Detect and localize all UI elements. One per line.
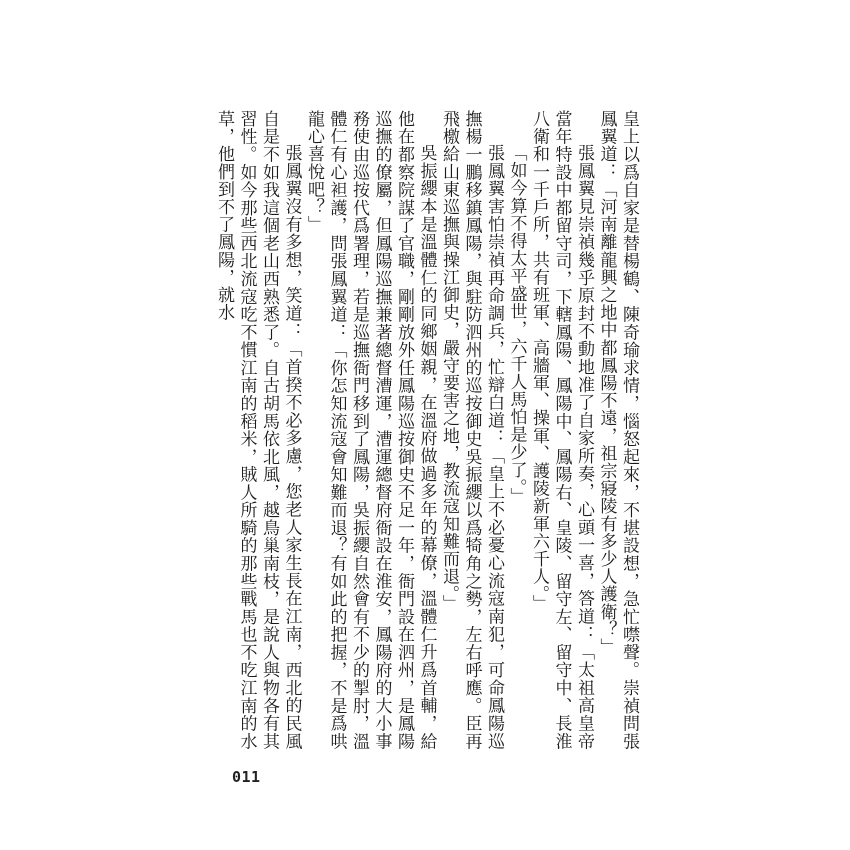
paragraph-5: 吳振纓本是溫體仁的同鄉姻親，在溫府做過多年的幕僚，溫體仁升爲首輔，給他在都察院謀了官職，剛剛放外任鳳陽巡按御史不足一年，衙門設在泗州，是鳳陽巡撫的僚屬，但鳳陽巡撫兼著總督漕運，漕運總督府衙設在淮安，鳳陽府的大小事務使由巡按代爲署理，若是巡撫衙門移到了鳳陽，吳振纓自然會有不少的掣肘，溫體仁有心袒護，問張鳳翼道：「你怎知流寇會知難而退？有如此的把握，不是爲哄龍心喜悅吧？」 <box>304 110 437 750</box>
paragraph-6: 張鳳翼沒有多想，笑道：「首揆不必多慮，您老人家生長在江南，西北的民風自是不如我這個老山西熟悉了。自古胡馬依北風，越鳥巢南枝，是說人與物各有其習性。如今那些西北流寇吃不慣江南的稻米，賊人所騎的那些戰馬也不吃江南的水草，他們到不了鳳陽，就水 <box>214 110 302 750</box>
paragraph-2: 張鳳翼見崇禎幾乎原封不動地准了自家所奏，心頭一喜，答道：「太祖高皇帝當年特設中都留守司，下轄鳳陽、鳳陽中、鳳陽右、皇陵、留守左、留守中、長淮八衛和一千戶所，共有班軍、高牆軍、操軍、護陵新軍六千人。」 <box>529 110 594 750</box>
body-text <box>214 110 640 750</box>
page-number: 011 <box>232 768 261 786</box>
paragraph-1: 皇上以爲自家是替楊鶴、陳奇瑜求情，惱怒起來，不堪設想，急忙噤聲。崇禎問張鳳翼道：「河南離龍興之地中都鳳陽不遠，祖宗寢陵有多少人護衛？」 <box>596 110 639 750</box>
paragraph-4: 張鳳翼害怕崇禎再命調兵，忙辯白道：「皇上不必憂心流寇南犯，可命鳳陽巡撫楊一鵬移鎮鳳陽，與駐防泗州的巡按御史吳振纓以爲犄角之勢，左右呼應。臣再飛檄給山東巡撫與操江御史，嚴守要害之地，教流寇知難而退。」 <box>439 110 504 750</box>
paragraph-3: 「如今算不得太平盛世，六千人馬怕是少了。」 <box>506 144 527 506</box>
